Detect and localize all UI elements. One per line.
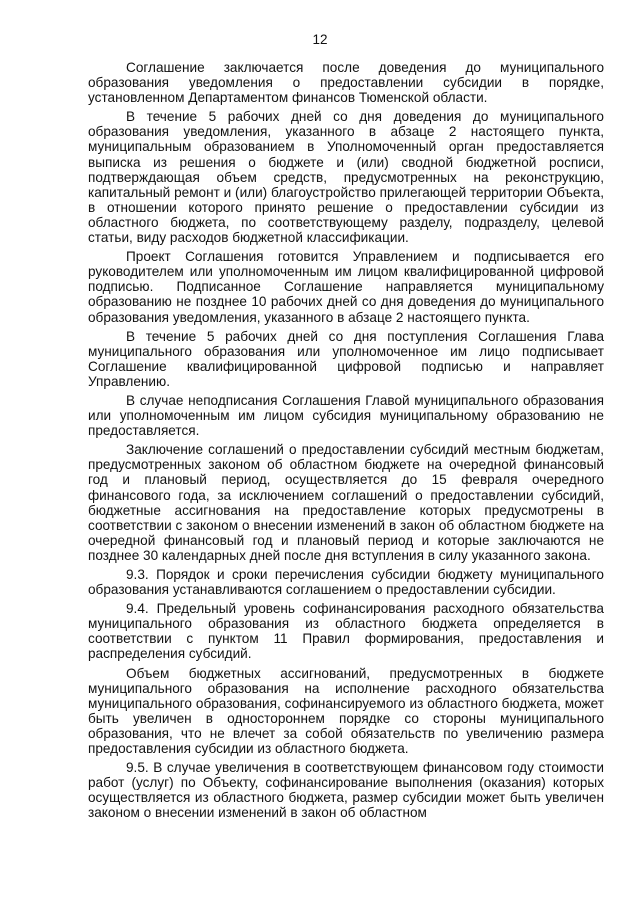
paragraph-conclusion-deadline: Заключение соглашений о предоставлении субсидий местным бюджетам, предусмотренных законом об областном бюджете на очередной финансовый год и плановый период, осуществляется до 15 февраля очередного финансового года, за исключением соглашений о предоставлении субсидий, бюджетные ассигнования на предоставление которых предусмотрены в соответствии с законом о внесении изменений в закон об областном бюджете на очередной финансовый год и плановый период и которые заключаются не позднее 30 календарных дней после дня вступления в силу указанного закона. bbox=[88, 442, 604, 563]
paragraph-agreement-concluded: Соглашение заключается после доведения до муниципального образования уведомления о предоставлении субсидии в порядке, установленном Департаментом финансов Тюменской области. bbox=[88, 60, 604, 106]
paragraph-agreement-draft: Проект Соглашения готовится Управлением и подписывается его руководителем или уполномоченным им лицом квалифицированной цифровой подписью. Подписанное Соглашение направляется муниципальному образованию не позднее 10 рабочих дней со дня доведения до муниципального образования уведомления, указанного в абзаце 2 настоящего пункта. bbox=[88, 249, 604, 325]
paragraph-non-signing: В случае неподписания Соглашения Главой муниципального образования или уполномоченным им лицом субсидия муниципальному образованию не предоставляется. bbox=[88, 392, 604, 439]
paragraph-agreement-signing: В течение 5 рабочих дней со дня поступления Соглашения Глава муниципального образования или уполномоченное им лицо подписывает Соглашение квалифицированной цифровой подписью и направляет Управлению. bbox=[88, 328, 604, 389]
paragraph-budget-extract: В течение 5 рабочих дней со дня доведения до муниципального образования уведомления, указанного в абзаце 2 настоящего пункта, муниципальным образованием в Уполномоченный орган предоставляется выписка из решения о бюджете и (или) сводной бюджетной росписи, подтверждающая объем средств, предусмотренных на реконструкцию, капитальный ремонт и (или) благоустройство прилегающей территории Объекта, в отношении которого принято решение о предоставлении субсидии из областного бюджета, по соответствующему разделу, подразделу, целевой статьи, виду расходов бюджетной классификации. bbox=[88, 109, 604, 246]
paragraph-budget-allocations: Объем бюджетных ассигнований, предусмотренных в бюджете муниципального образования на исполнение расходного обязательства муниципального образования, софинансируемого из областного бюджета, может быть увеличен в одностороннем порядке со стороны муниципального образования, что не влечет за собой обязательств по увеличению размера предоставления субсидии из областного бюджета. bbox=[88, 665, 604, 757]
paragraph-9-3: 9.3. Порядок и сроки перечисления субсидии бюджету муниципального образования устанавливаются соглашением о предоставлении субсидии. bbox=[88, 567, 604, 598]
paragraph-9-4: 9.4. Предельный уровень софинансирования расходного обязательства муниципального образования из областного бюджета определяется в соответствии с пунктом 11 Правил формирования, предоставления и распределения субсидий. bbox=[88, 601, 604, 662]
document-body bbox=[88, 60, 604, 825]
paragraph-9-5: 9.5. В случае увеличения в соответствующем финансовом году стоимости работ (услуг) по Объекту, софинансирование выполнения (оказания) которых осуществляется из областного бюджета, размер субсидии может быть увеличен законом о внесении изменений в закон об областном bbox=[88, 760, 604, 821]
page-number: 12 bbox=[312, 32, 328, 47]
